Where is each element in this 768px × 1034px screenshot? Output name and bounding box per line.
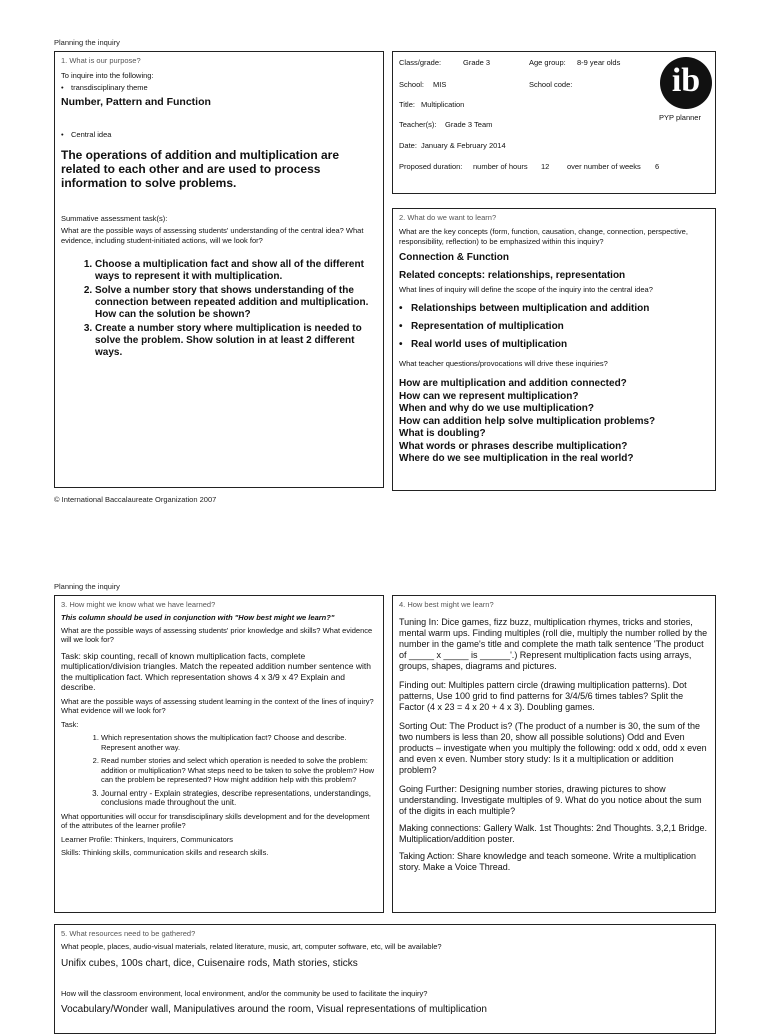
title-value: Multiplication	[421, 100, 465, 109]
teacher-question: How can addition help solve multiplication problems?	[399, 415, 656, 427]
duration-hours-label: number of hours	[473, 162, 528, 171]
duration-weeks: 6	[655, 162, 660, 171]
task-item: 3. Create a number story where multiplication is needed to solve the problem. Show solution in at least 2 different ways.	[95, 323, 377, 359]
concepts-question: What are the key concepts (form, function, causation, change, connection, perspective, responsibility, reflection) to be emphasized within this inquiry?	[399, 227, 688, 246]
class-label: Class/grade:	[399, 58, 442, 67]
planner-label: PYP planner	[659, 113, 701, 122]
assessment-task: 2. Read number stories and select which operation is needed to solve the problem: addition or multiplication? What steps need to be taken to solve the problem? How can the problem be represented? How might addition help with this problem?	[101, 756, 377, 785]
task-item: 1. Choose a multiplication fact and show all of the different ways to represent it with multiplication.	[95, 259, 377, 283]
central-idea: The operations of addition and multiplication are related to each other and are used to process information to solve problems.	[61, 147, 340, 190]
teacher-question: Where do we see multiplication in the real world?	[399, 453, 634, 464]
sorting-out: Sorting Out: The Product is? (The product of a number is 30, the sum of the two numbers is less than 20, show all possible solutions) Odd and Even products – investigate when you multiply the following: odd x odd, odd x even and even x even. Number story study: Is it a multiplication or addition problem?	[399, 721, 707, 775]
finding-out: Finding out: Multiples pattern circle (drawing multiplication patterns). Dot patterns, Use 100 grid to find patterns for 3/4/5/6 times tables? Split the Factor (4 x 23 = 4 x 20 + 4 x 3). Doubling games.	[399, 680, 687, 712]
people-question: What people, places, audio-visual materials, related literature, music, art, computer software, etc, will be available?	[61, 942, 442, 951]
duration-label: Proposed duration:	[399, 162, 463, 171]
learner-profile: Learner Profile: Thinkers, Inquirers, Communicators	[61, 834, 234, 844]
teacher-question: How are multiplication and addition connected?	[399, 378, 627, 389]
summative-tasks	[61, 259, 377, 359]
page1-header: Planning the inquiry	[54, 38, 120, 47]
class-value: Grade 3	[463, 58, 491, 67]
age-value: 8-9 year olds	[577, 58, 621, 67]
assessment-tasks	[61, 733, 377, 808]
teacher-questions	[399, 378, 709, 466]
key-concepts: Connection & Function	[399, 252, 509, 263]
school-value: MIS	[433, 80, 447, 89]
ib-logo-icon	[660, 57, 712, 109]
learning-question: What are the possible ways of assessing student learning in the context of the lines of inquiry? What evidence will we look for?	[61, 696, 374, 715]
purpose-heading: 1. What is our purpose?	[61, 56, 141, 65]
skills: Skills: Thinking skills, communication skills and research skills.	[61, 848, 269, 857]
purpose-box	[54, 51, 384, 488]
going-further: Going Further: Designing number stories, drawing pictures to show understanding. Investigate multiples of 9. What do you notice about the sum of the digits in each multiple?	[399, 784, 702, 816]
summative-label: Summative assessment task(s):	[61, 213, 168, 223]
tuning-in: Tuning In: Dice games, fizz buzz, multiplication rhymes, tricks and stories, mental warm ups. Finding multiples (roll die, multiply the number rolled by the number in the game's title and complete the math talk sentence 'The product of _____ x _____ is ______'.) Represent multiplication facts using arrays, groups, shapes, diagrams and pictures.	[399, 617, 708, 671]
line-item: • Relationships between multiplication and addition	[399, 303, 709, 315]
duration-hours: 12	[541, 162, 550, 171]
learn-box	[392, 208, 716, 491]
teachers-value: Grade 3 Team	[445, 120, 493, 129]
duration-weeks-label: over number of weeks	[567, 162, 641, 171]
best-heading: 4. How best might we learn?	[399, 600, 494, 609]
assessment-task: 1. Which representation shows the multiplication fact? Choose and describe. Represent another way.	[101, 733, 377, 752]
know-box	[54, 595, 384, 913]
assessment-task: 3. Journal entry - Explain strategies, describe representations, understandings, conclusions made throughout the unit.	[101, 789, 377, 808]
taking-action: Taking Action: Share knowledge and teach someone. Write a multiplication story. Make a Voice Thread.	[399, 851, 697, 872]
line-item: • Representation of multiplication	[399, 321, 709, 333]
task-label: Task:	[61, 719, 79, 729]
line-item: • Real world uses of multiplication	[399, 339, 709, 351]
page2-header: Planning the inquiry	[54, 582, 120, 591]
environment-question: How will the classroom environment, local environment, and/or the community be used to facilitate the inquiry?	[61, 988, 428, 998]
teacher-question: When and why do we use multiplication?	[399, 403, 595, 414]
related-concepts: Related concepts: relationships, representation	[399, 270, 626, 281]
prior-question: What are the possible ways of assessing students' prior knowledge and skills? What evidence will we look for?	[61, 625, 373, 644]
school-label: School:	[399, 80, 425, 89]
teacher-question: What words or phrases describe multiplication?	[399, 440, 628, 452]
lines-list	[399, 303, 709, 351]
resources-heading: 5. What resources need to be gathered?	[61, 929, 196, 938]
environment-answer: Vocabulary/Wonder wall, Manipulatives around the room, Visual representations of multiplication	[61, 1004, 487, 1015]
know-heading: 3. How might we know what we have learned?	[61, 600, 216, 609]
teacher-q-label: What teacher questions/provocations will drive these inquiries?	[399, 358, 608, 368]
resources-box	[54, 924, 716, 1034]
purpose-intro: To inquire into the following:	[61, 71, 154, 80]
page1-footer: © International Baccalaureate Organization 2007	[54, 495, 217, 504]
teachers-label: Teacher(s):	[399, 120, 437, 129]
title-label: Title:	[399, 100, 415, 109]
teacher-question: How can we represent multiplication?	[399, 390, 579, 402]
central-label: • Central idea	[61, 130, 377, 140]
date-value: January & February 2014	[421, 141, 506, 150]
theme: Number, Pattern and Function	[61, 96, 211, 108]
teacher-question: What is doubling?	[399, 428, 486, 439]
ib-logo-text: ib	[671, 62, 701, 99]
learn-heading: 2. What do we want to learn?	[399, 213, 497, 222]
date-label: Date:	[399, 141, 417, 150]
school-code-label: School code:	[529, 80, 573, 89]
making-connections: Making connections: Gallery Walk. 1st Thoughts: 2nd Thoughts. 3,2,1 Bridge. Multiplication/addition poster.	[399, 823, 708, 844]
people-answer: Unifix cubes, 100s chart, dice, Cuisenaire rods, Math stories, sticks	[61, 957, 358, 969]
know-note: This column should be used in conjunction with "How best might we learn?"	[61, 613, 335, 622]
theme-label: • transdisciplinary theme	[61, 83, 377, 93]
lines-question: What lines of inquiry will define the scope of the inquiry into the central idea?	[399, 285, 653, 294]
prior-task: Task: skip counting, recall of known multiplication facts, complete multiplication/division triangles. Match the repeated addition number sentence with the multiplication fact. Which representation shows 4 x 3/9 x 4? Explain and describe.	[61, 650, 371, 692]
best-box	[392, 595, 716, 913]
task-item: 2. Solve a number story that shows understanding of the connection between repeated addition and multiplication. How can the solution be shown?	[95, 285, 377, 321]
summative-question: What are the possible ways of assessing students' understanding of the central idea? What evidence, including student-initiated actions, will we look for?	[61, 226, 364, 245]
opportunities-question: What opportunities will occur for transdisciplinary skills development and for the development of the attributes of the learner profile?	[61, 811, 370, 830]
age-label: Age group:	[529, 58, 566, 67]
